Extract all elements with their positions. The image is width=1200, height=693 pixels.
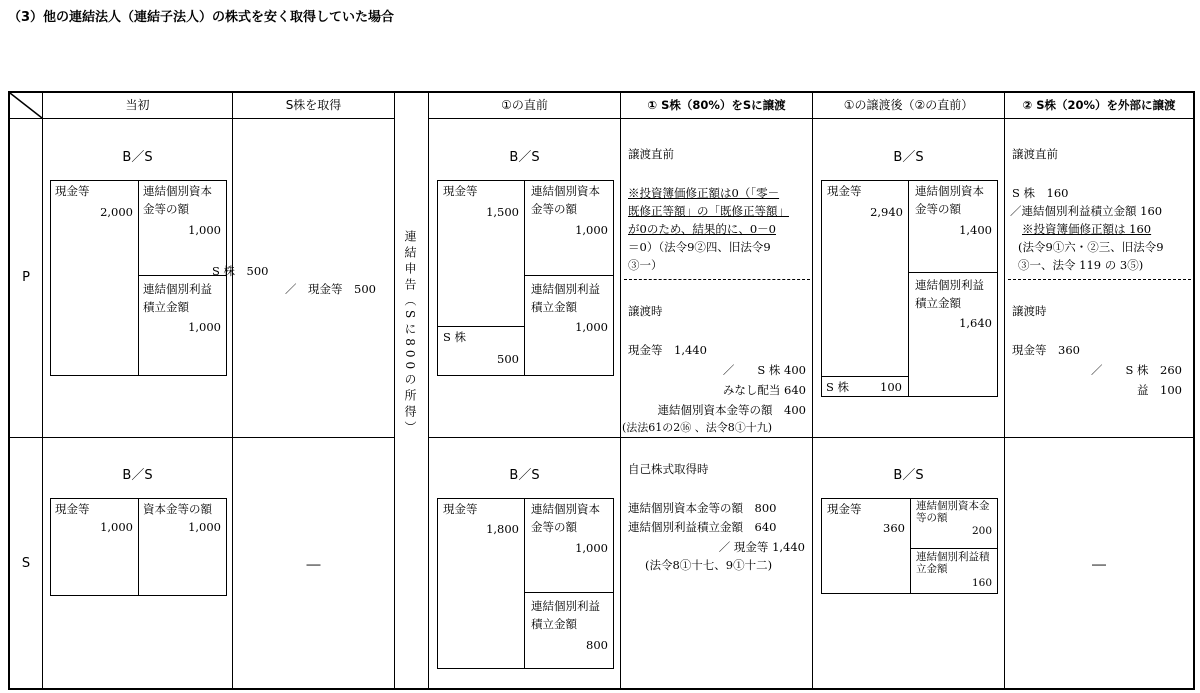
entry: (法令8①十七、9①十二) [645,558,773,572]
capital-label: 連結個別資本金等の額 [915,184,984,216]
before-title: 譲渡直前 [1012,147,1058,161]
bs-title: B／S [893,468,924,483]
entry: ／ S 株 400 [722,363,806,377]
bs-title: B／S [122,150,153,165]
cash-label: 現金等 [827,502,862,516]
header-transfer2: ② S株（20%）を外部に譲渡 [1022,98,1176,112]
s-transfer2-none: ― [1092,557,1106,573]
note-line: ※投資簿価修正額は0（「零－ [628,186,780,200]
note-line: が0のため、結果的に、0－0 [628,222,776,236]
retained-value: 1,000 [575,320,608,334]
stock-label: S 株 [443,330,467,344]
before-title: 譲渡直前 [628,147,674,161]
cash-value: 2,000 [100,205,133,219]
row-label-s: S [21,556,31,571]
retained-label: 連結個別利益積立金額 [143,282,212,314]
retained-value: 1,640 [959,316,992,330]
retained-label: 連結個別利益積立金額 [531,599,600,631]
cash-label: 現金等 [443,502,478,516]
note-line: ③一） [628,258,663,272]
line: (法令9①六・②三、旧法令9 [1018,240,1164,254]
entry: (法法61の2⑯ 、法令8①十九) [622,421,773,434]
entry: 現金等 360 [1012,343,1080,357]
entry: 益 100 [1137,383,1182,397]
consolidated-return-note: 連結申告（Sに800の所得） [403,230,417,438]
retained-label: 連結個別利益積立金額 [916,551,990,575]
cash-value: 1,800 [486,522,519,536]
stock-value: 100 [880,380,902,394]
entry: みなし配当 640 [722,383,806,397]
capital-value: 1,000 [188,520,221,534]
line: ③一、法令 119 の 3⑤) [1018,258,1144,272]
stock-value: 500 [497,352,519,366]
retained-value: 1,000 [188,320,221,334]
capital-value: 1,000 [575,223,608,237]
bs-title: B／S [509,468,540,483]
line: S 株 160 [1012,186,1069,200]
note-line: ＝0）（法令9②四、旧法令9 [628,240,771,254]
at-title: 譲渡時 [1012,304,1047,318]
retained-label: 連結個別利益積立金額 [531,282,600,314]
entry: 連結個別資本金等の額 800 [628,501,777,515]
cash-label: 現金等 [55,184,90,198]
corner-diagonal [10,93,42,118]
cash-value: 360 [883,521,905,535]
header-before1: ①の直前 [501,98,548,112]
header-transfer1: ① S株（80%）をSに譲渡 [647,98,786,112]
header-initial: 当初 [125,98,150,112]
capital-value: 200 [971,525,992,537]
entry: ／ 現金等 1,440 [718,540,805,554]
note-line: 既修正等額」の「既修正等額」 [628,204,789,218]
entry: 現金等 1,440 [628,343,707,357]
capital-label: 資本金等の額 [143,502,212,516]
cash-value: 1,000 [100,520,133,534]
capital-label: 連結個別資本金等の額 [916,500,990,524]
entry: 連結個別資本金等の額 400 [657,403,806,417]
cash-value: 1,500 [486,205,519,219]
cash-label: 現金等 [443,184,478,198]
entry: ／ S 株 260 [1091,363,1182,377]
page-title: （3）他の連結法人（連結子法人）の株式を安く取得していた場合 [8,10,395,25]
cash-label: 現金等 [827,184,862,198]
header-after1: ①の譲渡後（②の直前） [843,98,974,112]
cash-label: 現金等 [55,502,90,516]
retained-value: 160 [971,577,992,589]
stock-label: S 株 [826,380,850,394]
capital-label: 連結個別資本金等の額 [143,184,212,216]
at-title: 譲渡時 [628,304,663,318]
capital-label: 連結個別資本金等の額 [531,184,600,216]
entry: 連結個別利益積立金額 640 [628,520,777,534]
line: ／連結個別利益積立金額 160 [1010,204,1163,218]
bs-title: B／S [122,468,153,483]
retained-value: 800 [586,638,608,652]
s-acquire-none: ― [306,557,321,573]
cash-value: 2,940 [870,205,903,219]
p-acquire-debit-text: S 株 500 [212,264,269,278]
p-acquire-credit: ／ 現金等 500 [285,282,376,296]
retained-label: 連結個別利益積立金額 [915,278,984,310]
title: 自己株式取得時 [628,462,709,476]
bs-title: B／S [509,150,540,165]
bs-title: B／S [893,150,924,165]
capital-value: 1,000 [188,223,221,237]
capital-value: 1,000 [575,541,608,555]
row-label-p: P [22,270,30,285]
line: ※投資簿価修正額は 160 [1022,222,1152,236]
capital-label: 連結個別資本金等の額 [531,502,600,534]
header-acquire: S株を取得 [285,98,342,112]
capital-value: 1,400 [959,223,992,237]
